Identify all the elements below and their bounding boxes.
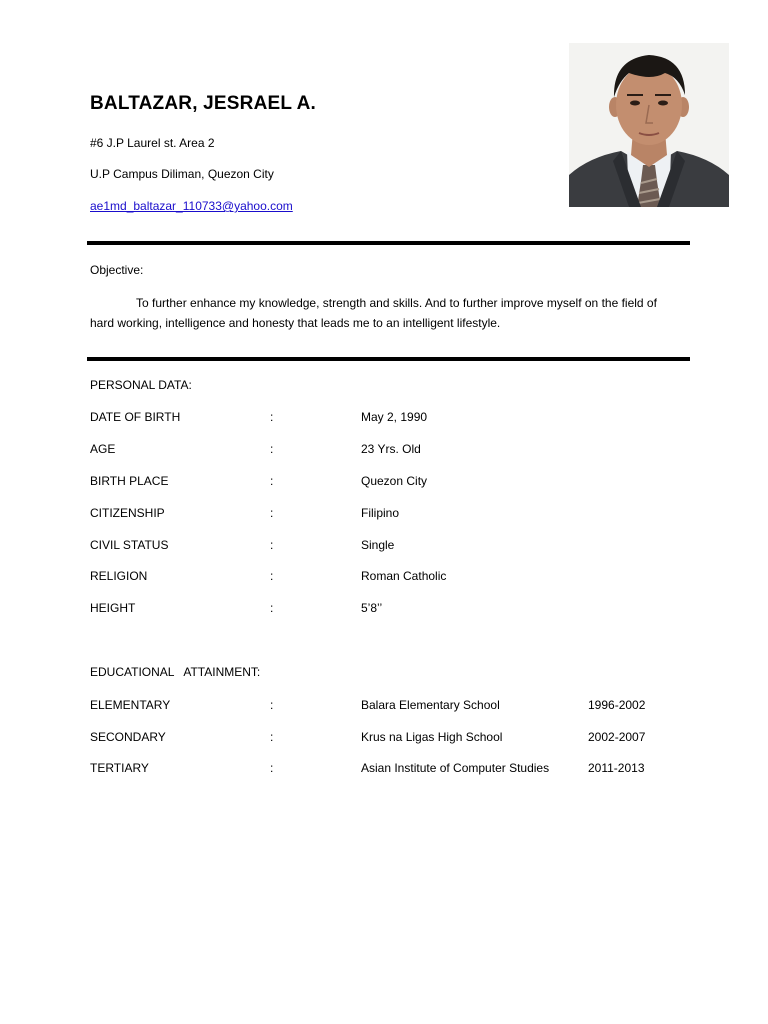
education-level: TERTIARY bbox=[90, 761, 149, 775]
field-value: Quezon City bbox=[361, 474, 428, 488]
section-divider bbox=[87, 241, 690, 245]
education-row bbox=[0, 761, 768, 777]
field-separator: : bbox=[270, 474, 274, 488]
field-value: 23 Yrs. Old bbox=[361, 442, 421, 456]
personal-data-row bbox=[0, 442, 768, 458]
personal-data-row bbox=[0, 538, 768, 554]
school-name: Asian Institute of Computer Studies bbox=[361, 761, 550, 775]
school-name: Krus na Ligas High School bbox=[361, 730, 503, 744]
field-label: CIVIL STATUS bbox=[90, 538, 169, 552]
email-link[interactable]: ae1md_baltazar_110733@yahoo.com bbox=[90, 199, 293, 213]
education-heading: EDUCATIONAL ATTAINMENT: bbox=[90, 665, 261, 679]
section-divider bbox=[87, 357, 690, 361]
field-value: Filipino bbox=[361, 506, 400, 520]
field-value: Single bbox=[361, 538, 395, 552]
objective-label: Objective: bbox=[90, 263, 144, 277]
school-years: 2002-2007 bbox=[588, 730, 646, 744]
field-separator: : bbox=[270, 538, 274, 552]
field-separator: : bbox=[270, 730, 274, 744]
field-separator: : bbox=[270, 442, 274, 456]
field-label: HEIGHT bbox=[90, 601, 136, 615]
field-label: BIRTH PLACE bbox=[90, 474, 169, 488]
field-separator: : bbox=[270, 506, 274, 520]
address-line-2: U.P Campus Diliman, Quezon City bbox=[90, 167, 274, 181]
personal-data-row bbox=[0, 569, 768, 585]
personal-data-heading: PERSONAL DATA: bbox=[90, 378, 192, 392]
education-level: ELEMENTARY bbox=[90, 698, 171, 712]
applicant-photo bbox=[569, 43, 729, 207]
education-level: SECONDARY bbox=[90, 730, 166, 744]
field-label: RELIGION bbox=[90, 569, 148, 583]
field-value: May 2, 1990 bbox=[361, 410, 428, 424]
education-row bbox=[0, 698, 768, 714]
field-separator: : bbox=[270, 410, 274, 424]
personal-data-row bbox=[0, 410, 768, 426]
school-name: Balara Elementary School bbox=[361, 698, 500, 712]
field-label: DATE OF BIRTH bbox=[90, 410, 181, 424]
personal-data-row bbox=[0, 506, 768, 522]
field-label: CITIZENSHIP bbox=[90, 506, 165, 520]
field-separator: : bbox=[270, 601, 274, 615]
field-separator: : bbox=[270, 569, 274, 583]
field-value: Roman Catholic bbox=[361, 569, 447, 583]
field-separator: : bbox=[270, 761, 274, 775]
field-separator: : bbox=[270, 698, 274, 712]
applicant-name: BALTAZAR, JESRAEL A. bbox=[90, 93, 317, 114]
field-value: 5’8’’ bbox=[361, 601, 383, 615]
objective-text: To further enhance my knowledge, strength and skills. And to further improve myself on the field of hard working, intelligence and honesty that leads me to an intelligent lifestyle. bbox=[90, 296, 657, 330]
education-row bbox=[0, 730, 768, 746]
school-years: 1996-2002 bbox=[588, 698, 646, 712]
personal-data-row bbox=[0, 474, 768, 490]
school-years: 2011-2013 bbox=[588, 761, 645, 775]
address-line-1: #6 J.P Laurel st. Area 2 bbox=[90, 136, 215, 150]
field-label: AGE bbox=[90, 442, 116, 456]
personal-data-row bbox=[0, 601, 768, 617]
